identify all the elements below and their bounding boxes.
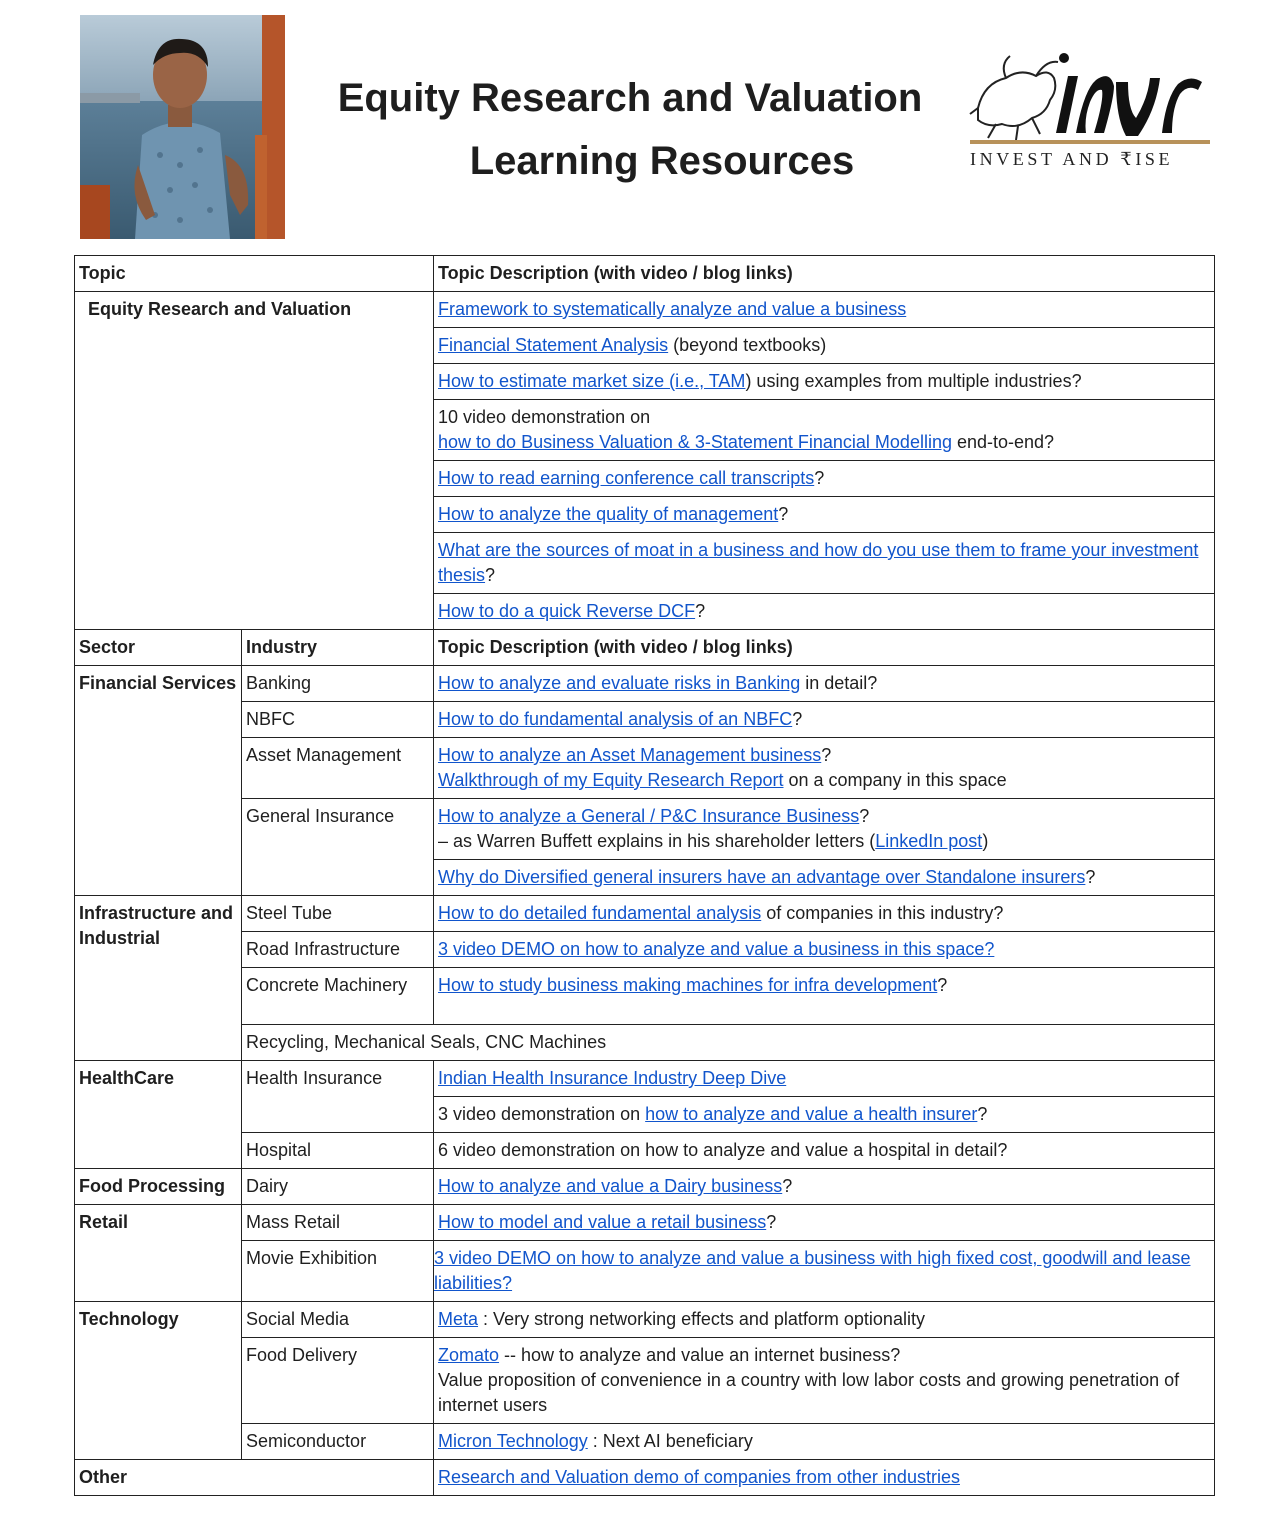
industry-cell: Dairy [242,1169,434,1205]
resource-link[interactable]: Walkthrough of my Equity Research Report [438,770,784,790]
sector-infrastructure: Infrastructure and Industrial [75,896,242,1061]
resource-link[interactable]: Micron Technology [438,1431,588,1451]
table-row [75,1338,1215,1424]
industry-cell: Hospital [242,1133,434,1169]
resource-link[interactable]: how to do Business Valuation & 3-Statement Financial Modelling [438,432,952,452]
description-text: end-to-end? [951,432,1055,452]
description-cell [434,968,1215,1025]
description-cell: 6 video demonstration on how to analyze and value a hospital in detail? [434,1133,1215,1169]
description-text: : Next AI beneficiary [587,1431,753,1451]
description-text: 3 video demonstration on [438,1104,646,1124]
description-text: ? [782,1176,793,1196]
header-topic: Topic [75,256,434,292]
description-text: ? [792,709,803,729]
description-cell [434,1097,1215,1133]
header-description: Topic Description (with video / blog links) [434,256,1215,292]
description-text: in detail? [800,673,878,693]
table-row [75,1241,1215,1302]
description-cell [434,666,1215,702]
industry-cell: Concrete Machinery [242,968,434,1025]
table-row [75,1061,1215,1097]
resource-link[interactable]: How to analyze a General / P&C Insurance Business [438,806,860,826]
resource-link[interactable]: What are the sources of moat in a business and how do you use them to frame your investment thesis [438,540,1199,585]
description-text: ? [859,806,870,826]
description-text: ? [821,745,832,765]
description-text: ) using examples from multiple industries? [745,371,1082,391]
description-cell [434,932,1215,968]
resource-link[interactable]: Framework to systematically analyze and value a business [438,299,907,319]
description-cell [434,860,1215,896]
table-header-row [75,256,1215,292]
industry-cell: Social Media [242,1302,434,1338]
industry-cell: Health Insurance [242,1061,434,1133]
description-text: : Very strong networking effects and platform optionality [478,1309,925,1329]
description-text: (beyond textbooks) [668,335,827,355]
page-title-line2: Learning Resources [469,139,855,183]
industry-cell: Recycling, Mechanical Seals, CNC Machines [242,1025,1215,1061]
table-row [75,1424,1215,1460]
description-cell [434,799,1215,860]
description-cell [434,1241,1215,1302]
table-row [75,968,1215,1025]
table-row [75,1460,1215,1496]
description-cell [434,738,1215,799]
description-text: ? [1085,867,1096,887]
resource-link[interactable]: How to do fundamental analysis of an NBFC [438,709,793,729]
table-row [75,799,1215,860]
description-text: on a company in this space [783,770,1007,790]
resource-link[interactable]: How to analyze and value a Dairy business [438,1176,783,1196]
table-subheader-row [75,630,1215,666]
invest-and-rise-logo [966,38,1216,172]
table-row [75,702,1215,738]
table-row [75,292,1215,328]
description-text: – as Warren Buffett explains in his shareholder letters ( [438,831,876,851]
sector-other: Other [75,1460,434,1496]
table-row [75,1133,1215,1169]
resource-link[interactable]: Research and Valuation demo of companies from other industries [438,1467,960,1487]
description-cell [434,1424,1215,1460]
description-cell [434,896,1215,932]
description-cell [434,328,1215,364]
header-description: Topic Description (with video / blog links) [434,630,1215,666]
description-text: ? [695,601,706,621]
sector-technology: Technology [75,1302,242,1460]
description-text: 10 video demonstration on [438,407,651,427]
table-row [75,738,1215,799]
description-cell [434,292,1215,328]
industry-cell: Movie Exhibition [242,1241,434,1302]
industry-cell: Semiconductor [242,1424,434,1460]
bull-icon [966,38,1216,148]
resource-link[interactable]: 3 video DEMO on how to analyze and value a business with high fixed cost, goodwill and lease liabilities? [434,1248,1191,1293]
table-row [75,1205,1215,1241]
resource-link[interactable]: Zomato [438,1345,500,1365]
description-text: -- how to analyze and value an internet business? [499,1345,901,1365]
description-cell [434,1338,1215,1424]
description-text: of companies in this industry? [761,903,1004,923]
sector-retail: Retail [75,1205,242,1302]
resource-link[interactable]: Indian Health Insurance Industry Deep Dive [438,1068,787,1088]
description-cell [434,461,1215,497]
resource-link[interactable]: How to study business making machines for infra development [438,975,938,995]
resource-link[interactable]: How to analyze the quality of management [438,504,779,524]
industry-cell: Banking [242,666,434,702]
description-text: Value proposition of convenience in a country with low labor costs and growing penetration of internet users [438,1370,1180,1415]
resource-link[interactable]: LinkedIn post [875,831,983,851]
resource-link[interactable]: how to analyze and value a health insurer [645,1104,978,1124]
industry-cell: Mass Retail [242,1205,434,1241]
industry-cell: Food Delivery [242,1338,434,1424]
sector-financial-services: Financial Services [75,666,242,896]
description-cell [434,400,1215,461]
description-cell [434,497,1215,533]
description-text: ? [814,468,825,488]
description-text: ? [977,1104,988,1124]
industry-cell: NBFC [242,702,434,738]
description-cell [434,594,1215,630]
description-cell [434,1169,1215,1205]
description-text: ? [778,504,789,524]
sector-food-processing: Food Processing [75,1169,242,1205]
industry-cell: General Insurance [242,799,434,896]
description-cell [434,702,1215,738]
page-title-line1: Equity Research and Valuation [337,76,923,120]
table-row [75,666,1215,702]
table-row [75,896,1215,932]
description-cell [434,533,1215,594]
resources-table [74,255,1215,1496]
description-cell [434,364,1215,400]
resource-link[interactable]: 3 video DEMO on how to analyze and value a business in this space? [438,939,995,959]
resource-link[interactable]: How to estimate market size (i.e., TAM [438,371,746,391]
table-row [75,932,1215,968]
resource-link[interactable]: Why do Diversified general insurers have an advantage over Standalone insurers [438,867,1086,887]
topic-erv: Equity Research and Valuation [75,292,434,630]
resource-link[interactable]: How to do detailed fundamental analysis [438,903,762,923]
industry-cell: Road Infrastructure [242,932,434,968]
description-text: ? [937,975,948,995]
sector-healthcare: HealthCare [75,1061,242,1169]
resource-link[interactable]: How to do a quick Reverse DCF [438,601,696,621]
header-industry: Industry [242,630,434,666]
author-photo [80,15,285,239]
description-text: ? [485,565,496,585]
description-cell [434,1061,1215,1097]
resource-link[interactable]: Meta [438,1309,479,1329]
resource-link[interactable]: How to analyze and evaluate risks in Banking [438,673,801,693]
table-row [75,1169,1215,1205]
resource-link[interactable]: How to read earning conference call transcripts [438,468,815,488]
industry-cell: Steel Tube [242,896,434,932]
resource-link[interactable]: Financial Statement Analysis [438,335,669,355]
table-row [75,1302,1215,1338]
description-cell [434,1205,1215,1241]
description-cell [434,1302,1215,1338]
industry-cell: Asset Management [242,738,434,799]
header-sector: Sector [75,630,242,666]
description-text: ) [982,831,989,851]
resource-link[interactable]: How to analyze an Asset Management business [438,745,822,765]
resource-link[interactable]: How to model and value a retail business [438,1212,767,1232]
table-row [75,1025,1215,1061]
description-text: ? [766,1212,777,1232]
logo-tagline: INVEST AND ₹ISE [970,149,1174,169]
description-cell [434,1460,1215,1496]
